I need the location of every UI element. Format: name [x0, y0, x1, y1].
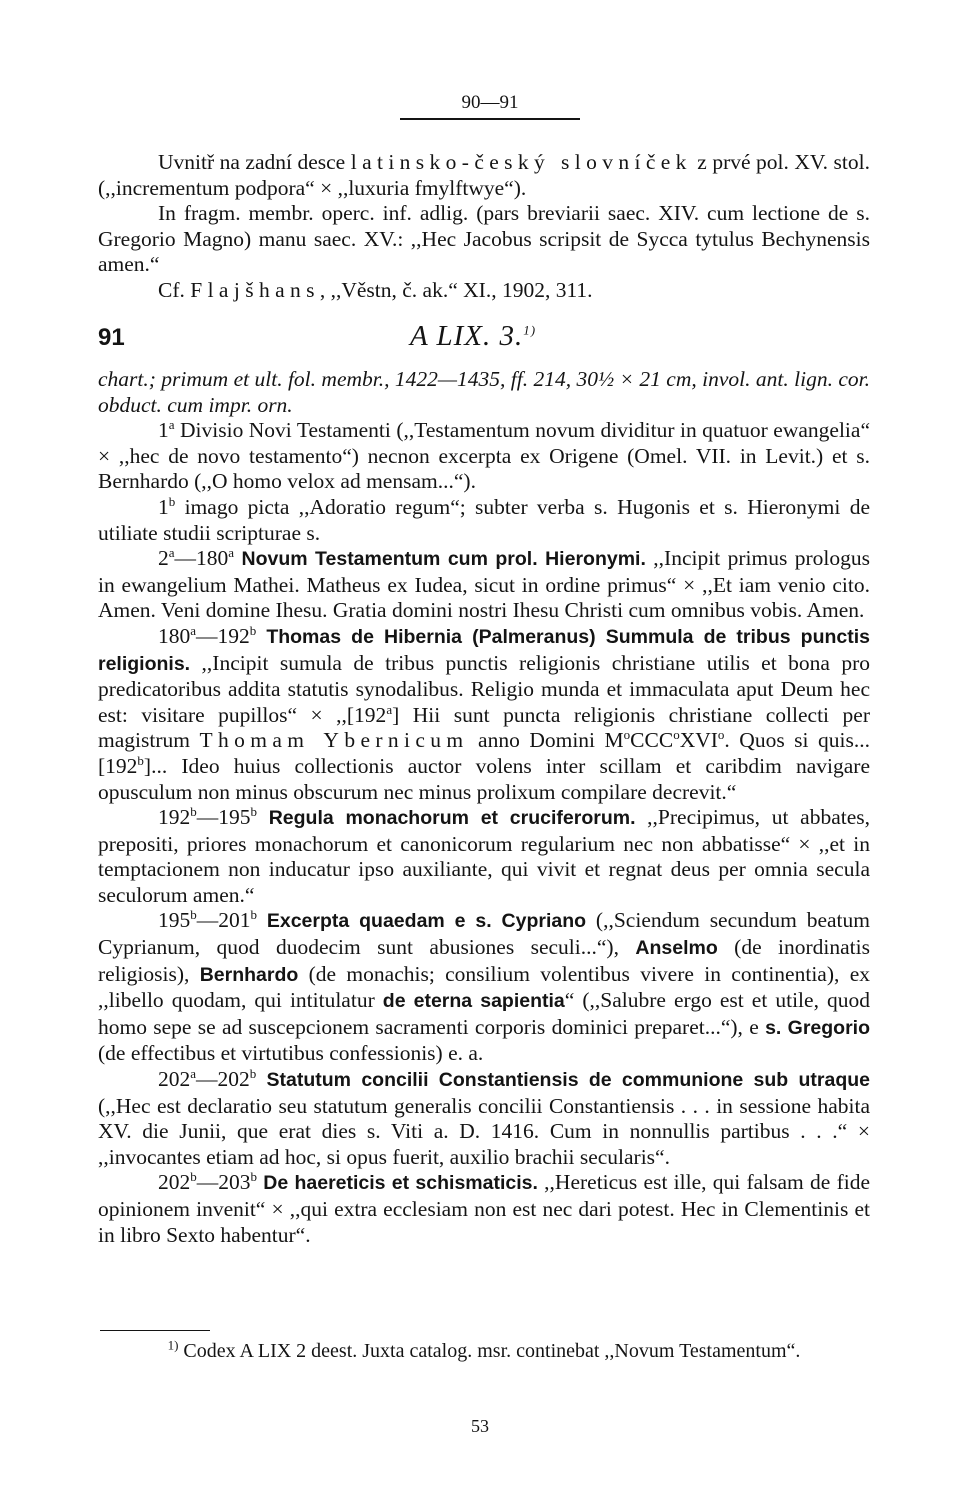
content-item-1a: 1$^a$ Divisio Novi Testamenti (,,Testamentum novum dividitur in quatuor ewangelia“ × ,,hec de novo testamento“) necnon excerpta ex Origene (Omel. VII. in Levit.) et s. Bernhardo (,,O homo velox ad mensam...“).	[98, 417, 870, 494]
physical-description: chart.; primum et ult. fol. membr., 1422—1435, ff. 214, 30½ × 21 cm, invol. ant. lign. cor. obduct. cum impr. orn.	[98, 367, 870, 417]
author-bold: Anselmo	[635, 937, 718, 960]
entry-number: 91	[98, 324, 125, 351]
spaced-name: Thomam Ybernicum	[199, 728, 469, 753]
shelfmark: A LIX. 3.$^{1)}$	[410, 320, 537, 352]
footnote-divider	[100, 1330, 210, 1331]
content-item-1b: 1$^b$ imago picta ,,Adoratio regum“; subter verba s. Hugonis et s. Hieronymi de utiliate studii scripturae s.	[98, 493, 870, 545]
content-item-192b-195b: 192$^b$—195$^b$ Regula monachorum et cruciferorum. ,,Precipimus, ut abbates, prepositi, priores monachorum et canonicorum regularium nec non abbatisse“ × ,,et in temptacionem non inducatur ipso auxiliante, qui vivit et regnat deus per omnia secula seculorum amen.“	[98, 803, 870, 907]
author-name: Flajšhans	[190, 277, 320, 302]
running-header: 90—91	[400, 92, 580, 120]
entry-90-paragraph-2: In fragm. membr. operc. inf. adlig. (pars breviarii saec. XIV. cum lectione de s. Gregorio Magno) manu saec. XV.: ,,Hec Jacobus scripsit de Sycca tytulus Bechynensis amen.“	[98, 201, 870, 277]
page-number: 53	[471, 1416, 489, 1436]
item-title: Thomas de Hibernia (Palmeranus) Summula de tribus punctis religionis.	[98, 625, 870, 675]
entry-90-paragraph-1: Uvnitř na zadní desce latinsko-český slovníček z prvé pol. XV. stol. (,,incrementum podpora“ × ,,luxuria fmylftwye“).	[98, 150, 870, 200]
content-item-202b-203b: 202$^b$—203$^b$ De haereticis et schismaticis. ,,Hereticus est ille, qui falsam de fide opinionem invenit“ × ,,qui extra ecclesiam non est nec dari potest. Hec in Clementinis et in libro Sexto habentur“.	[98, 1169, 870, 1247]
item-title: Regula monachorum et cruciferorum.	[268, 807, 636, 830]
item-title: Excerpta quaedam e s. Cypriano	[266, 910, 587, 933]
content-item-202a-202b: 202$^a$—202$^b$ Statutum concilii Constantiensis de communione sub utraque (,,Hec est declaratio seu statutum generalis concilii Constantiensis . . . in sessione habita XV. die Junii, que erat dies s. Viti a. D. 1416. Cum in nonnullis partibus . . .“ × ,,invocantes etiam ad hoc, si opus fuerit, auxilio brachii secularis“.	[98, 1065, 870, 1169]
footnote-mark: 1)	[167, 1337, 179, 1353]
item-title: Novum Testamentum cum prol. Hieronymi.	[241, 548, 646, 571]
entry-90-continuation	[98, 150, 870, 304]
entry-90-reference: Cf. Flajšhans, ,,Věstn, č. ak.“ XI., 1902, 311.	[158, 277, 593, 302]
work-title-bold: de eterna sapientia	[382, 990, 565, 1013]
item-title: Statutum concilii Constantiensis de communione sub utraque	[266, 1069, 870, 1092]
content-item-180a-192b: 180$^a$—192$^b$ Thomas de Hibernia (Palmeranus) Summula de tribus punctis religionis. ,,Incipit sumula de tribus punctis religionis christiane utilis et bona pro predicatoribus addita statutis synodalibus. Religio munda et immaculata aput Deum hec est: visitare pupillos“ × $,,[192^a]$ Hii sunt puncta religionis christiane collecti per magistrum Thomam Ybernicum anno Domini $M^oCCC^oXVI^o$. Quos si quis... [192$^b$]... Ideo huius collectionis auctor volens inter scillam et caribdim navigare opusculum non minus obscurum nec minus prolixum compilare decrevit.“	[98, 622, 870, 804]
footnote: $^{1)}$ Codex A LIX 2 deest. Juxta catalog. msr. continebat ,,Novum Testamentum“.	[167, 1337, 801, 1362]
entry-91-heading	[98, 320, 870, 360]
spaced-title: latinsko-český slovníček	[350, 150, 692, 174]
author-bold: Bernhardo	[199, 963, 299, 986]
content-item-195b-201b: 195$^b$—201$^b$ Excerpta quaedam e s. Cypriano (,,Sciendum secundum beatum Cyprianum, quod duodecim sunt abusiones seculi...“), Anselmo (de inordinatis religiosis), Bernhardo (de monachis; consilium volentibus vivere in continentia), ex ,,libello quodam, qui intitulatur de eterna sapientia“ (,,Salubre ergo est et utile, quod homo sepe se ad suscepcionem sacramenti corporis dominici preparet...“), e s. Gregorio (de effectibus et virtutibus confessionis) e. a.	[98, 907, 871, 1066]
author-bold: s. Gregorio	[765, 1016, 870, 1039]
footnote-ref: 1)	[523, 322, 537, 338]
entry-91-body	[98, 367, 870, 1248]
content-item-2a-180a: 2$^a$—180$^a$ Novum Testamentum cum prol. Hieronymi. ,,Incipit primus prologus in ewangelium Mathei. Matheus ex Iudea, sicut in ordine primus“ × ,,Et iam venio cito. Amen. Veni domine Ihesu. Gratia domini nostri Ihesu Christi cum omnibus vobis. Amen.	[98, 545, 870, 623]
item-title: De haereticis et schismaticis.	[263, 1172, 538, 1195]
